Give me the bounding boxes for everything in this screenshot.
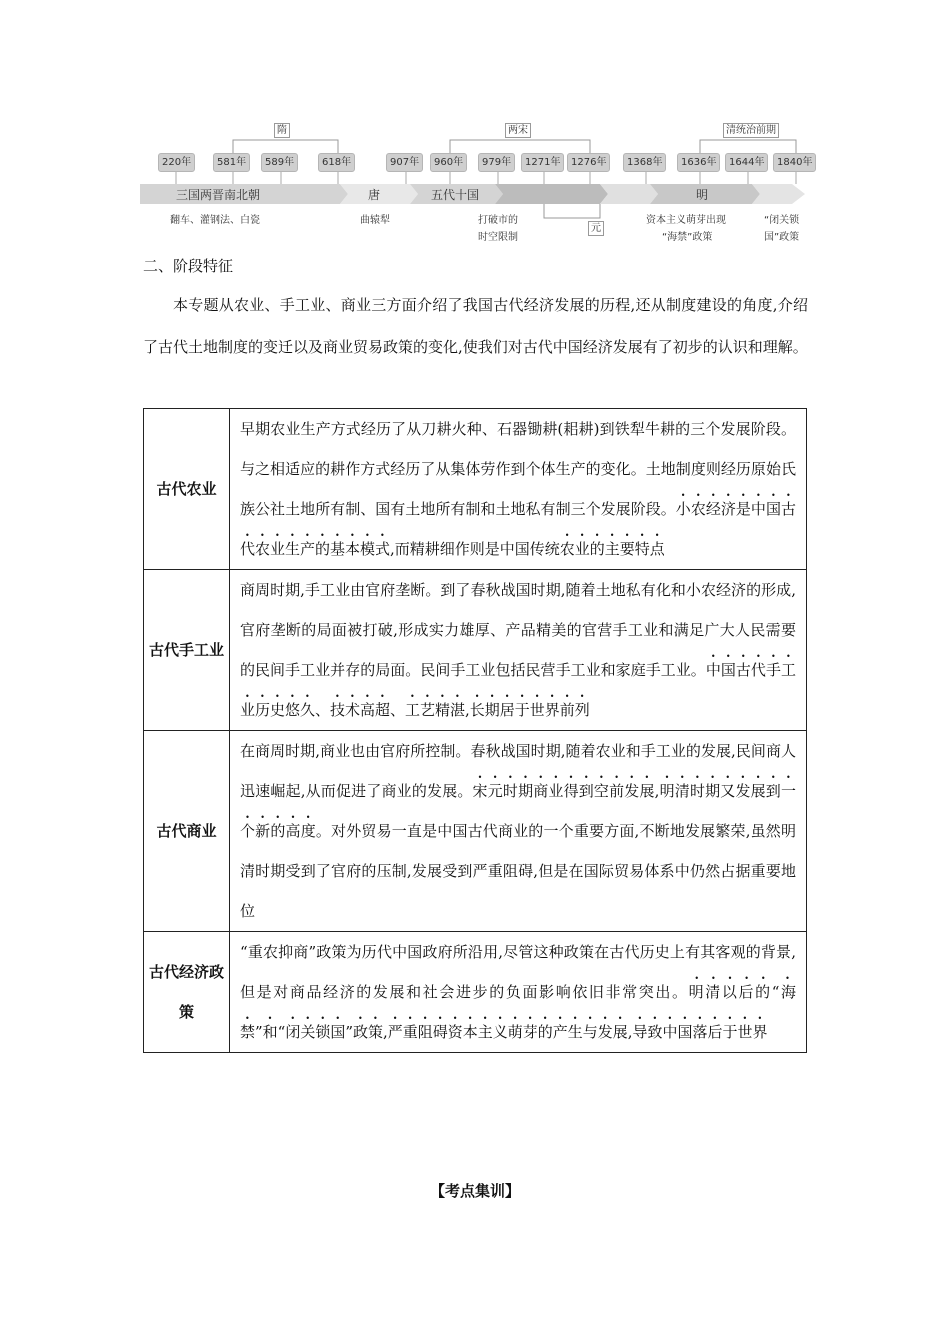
note-ming-1: 资本主义萌芽出现 (646, 215, 726, 226)
body-text: 在商周时期,商业也由官府所控制。春秋战国时期,随着农业和手工业的发展,民间商人迅速崛起,从而促进了商业的发展。 (240, 742, 796, 800)
year-label: 1644年 (725, 153, 768, 172)
row-head: 古代手工业 (144, 570, 230, 731)
emphasis-text: 农业的主要特点 (559, 540, 665, 558)
emphasis-text: 中国古代手工业历史悠久、技术高超、工艺精湛,长期居于世界 (240, 661, 796, 719)
body-text: 商周时期,手工业由官府垄断。到了春秋战国时期,随着土地私有化和小农经济的形成,官府垄断的局面被打破,形成实力雄厚、产品精美的官营手工业和满足广大人民需要的民间手工业并存的局面。民间手工业包括民营手工业和家庭手工业。 (240, 581, 796, 679)
note-tang: 曲辕犁 (360, 215, 390, 226)
emphasis-text: 宋元时期商业得到空前发展 (472, 782, 655, 800)
row-body (230, 409, 807, 570)
intro-paragraph: 本专题从农业、手工业、商业三方面介绍了我国古代经济发展的历程,还从制度建设的角度,介绍了古代土地制度的变迁以及商业贸易政策的变化,使我们对古代中国经济发展有了初步的认识和理解。 (143, 296, 808, 356)
emphasis-text: 明清以后的“海禁”和“闭关锁国”政策,严重阻碍资本主义萌芽的产生与发展,导致中国落后于世界 (240, 983, 796, 1041)
note-song-2: 时空限制 (478, 232, 518, 243)
year-label: 618年 (318, 153, 355, 172)
year-label: 1368年 (623, 153, 666, 172)
year-label: 1840年 (773, 153, 816, 172)
body-text: “重农抑商”政策为历代中国政府所沿用,尽管这种政策在古代历史上有其客观的背景,但是对商品经济的发展和社会进步的负面影响依旧非常突出。 (240, 943, 796, 1001)
emphasis-text: 明清时期又发展到一个新的高度 (240, 782, 796, 840)
body-text: ,而精耕细作则是中国传统 (390, 540, 560, 558)
table-row (144, 570, 807, 731)
body-text: , (654, 782, 660, 800)
note-ming-2: “海禁”政策 (662, 232, 713, 243)
dynasty-tang: 唐 (368, 188, 381, 202)
note-song-1: 打破市的 (478, 215, 518, 226)
bracket-sui: 隋 (274, 123, 290, 138)
note-qing-1: “闭关锁 (764, 215, 800, 226)
bracket-qing: 清统治前期 (723, 123, 779, 138)
history-timeline (140, 110, 820, 255)
band-song (495, 184, 608, 204)
year-label: 581年 (213, 153, 250, 172)
table-row (144, 731, 807, 932)
row-head: 古代经济政策 (144, 932, 230, 1053)
note-sanguo: 翻车、灌钢法、白瓷 (170, 215, 260, 226)
body-text: 。对外贸易一直是中国古代商业的一个重要方面,不断地发展繁荣,虽然明清时期受到了官府的压制,发展受到严重阻碍,但是在国际贸易体系中仍然占据重要地位 (240, 822, 796, 920)
year-label: 220年 (158, 153, 195, 172)
dynasty-sanguo: 三国两晋南北朝 (176, 188, 261, 202)
row-body (230, 570, 807, 731)
band-yuan (600, 184, 658, 204)
emphasis-text: 小农经济是中国古代农业生产的基本模式 (240, 500, 796, 558)
emphasis-text: 前列 (559, 701, 590, 719)
year-label: 1636年 (677, 153, 720, 172)
row-head: 古代农业 (144, 409, 230, 570)
year-label: 960年 (430, 153, 467, 172)
bracket-liangsong: 两宋 (505, 123, 531, 138)
table-row (144, 409, 807, 570)
stage-features-table (143, 408, 807, 1053)
year-label: 589年 (261, 153, 298, 172)
row-body (230, 932, 807, 1053)
note-qing-2: 国”政策 (764, 232, 800, 243)
section-title: 二、阶段特征 (143, 257, 234, 275)
row-head: 古代商业 (144, 731, 230, 932)
year-label: 1276年 (567, 153, 610, 172)
table-row (144, 932, 807, 1053)
section-footer-heading: 【考点集训】 (429, 1182, 520, 1200)
bracket-yuan: 元 (588, 221, 604, 236)
row-body (230, 731, 807, 932)
year-label: 907年 (386, 153, 423, 172)
dynasty-wudai: 五代十国 (431, 188, 480, 202)
dynasty-ming: 明 (696, 188, 709, 202)
year-label: 979年 (478, 153, 515, 172)
year-label: 1271年 (521, 153, 564, 172)
body-text: 早期农业生产方式经历了从刀耕火种、石器锄耕(耜耕)到铁犁牛耕的三个发展阶段。与之相适应的耕作方式经历了从集体劳作到个体生产的变化。土地制度则经历原始氏族公社土地所有制、国有土地所有制和土地私有制三个发展阶段。 (240, 420, 796, 518)
